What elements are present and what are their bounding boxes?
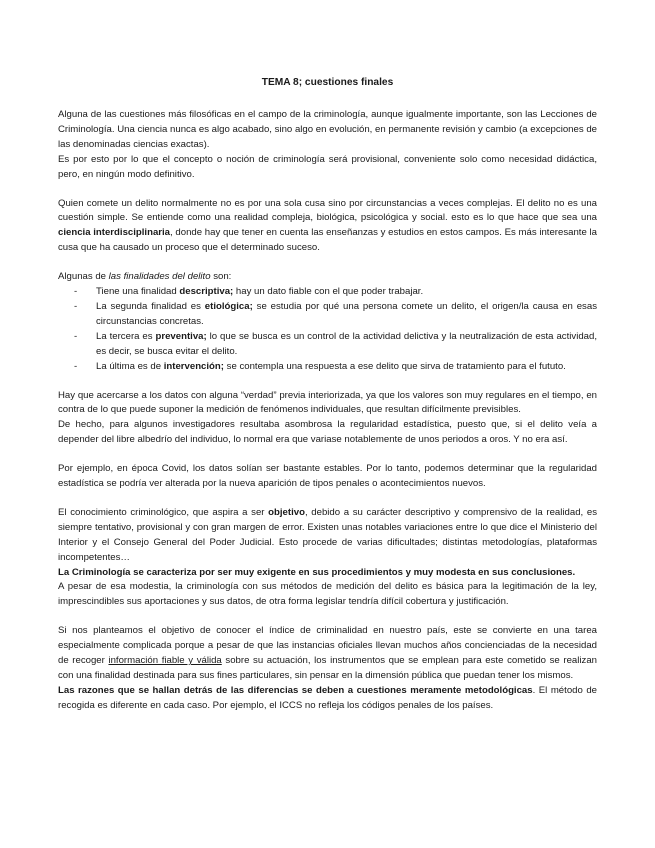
paragraph-criminalidad: Si nos planteamos el objetivo de conocer el índice de criminalidad en nuestro país, este se convierte en una tarea especialmente complicada porque a pesar de que las instancias oficiales llevan muchos años concienciadas de la necesidad de recoger información fiable y válida sobre su actuación, los instrumentos que se emplean para este cometido se realizan con una finalidad destinada para sus fines particulares, sin pensar en la dimensión pública que puedan tener los mismos. xyxy=(58,625,597,681)
list-item: - La segunda finalidad es etiológica; se estudia por qué una persona comete un delito, el origen/la causa en esas circunstancias concretas. xyxy=(74,300,597,327)
bullet-dash: - xyxy=(74,330,78,342)
list-item: - La tercera es preventiva; lo que se busca es un control de la actividad delictiva y la neutralización de esta actividad, es decir, se busca evitar el delito. xyxy=(74,330,597,357)
paragraph-modestia: A pesar de esa modestia, la criminología con sus métodos de medición del delito es básica para la legitimación de la ley, imprescindibles sus aportaciones y sus datos, de otra forma legislar tendría difícil cobertura y justificación. xyxy=(58,581,597,608)
finalidades-list xyxy=(58,285,597,374)
list-item: - La última es de intervención; se contempla una respuesta a ese delito que sirva de tratamiento para el fututo. xyxy=(96,360,597,375)
term-objetivo: objetivo xyxy=(268,506,305,518)
paragraph-regularidad: De hecho, para algunos investigadores resultaba asombrosa la regularidad estadística, puesto que, si el delito veía a depender del libre albedrío del individuo, lo normal era que variase notablemente de unos periodos a oros. Y no era así. xyxy=(58,419,597,446)
bullet-dash: - xyxy=(74,286,78,298)
paragraph-verdad: Hay que acercarse a los datos con alguna “verdad” previa interiorizada, ya que los valores son muy regulares en el tiempo, en contra de lo que puede suponer la medición de fenómenos individuales, que resultan difícilmente previsibles. xyxy=(58,389,597,416)
page-title: TEMA 8; cuestiones finales xyxy=(261,77,394,88)
paragraph-razones: Las razones que se hallan detrás de las diferencias se deben a cuestiones meramente metodológicas. El método de recogida es diferente en cada caso. Por ejemplo, el ICCS no refleja los códigos penales de los países. xyxy=(58,684,597,711)
paragraph-intro: Alguna de las cuestiones más filosóficas en el campo de la criminología, aunque igualmente importante, son las Lecciones de Criminología. Una ciencia nunca es algo acabado, sino algo en evolución, en permanente revisión y cambio (a excepciones de las denominadas ciencias exactas). xyxy=(58,109,597,150)
term-interdisciplinary: ciencia interdisciplinaria xyxy=(58,227,171,239)
paragraph-exigente: La Criminología se caracteriza por ser muy exigente en sus procedimientos y muy modesta en sus conclusiones. xyxy=(58,566,576,578)
term-informacion-fiable: información fiable y válida xyxy=(108,655,222,667)
paragraph-interdisciplinary: Quien comete un delito normalmente no es por una sola cusa sino por circunstancias a veces complejas. El delito no es una cuestión simple. Se entiende como una realidad compleja, biológica, psicológica y social. esto es lo que hace que sea una ciencia interdisciplinaria, donde hay que tener en cuenta las enseñanzas y estudios en estos campos. Es más interesante la cusa que ha causado un proceso que el determinado suceso. xyxy=(58,197,597,254)
paragraph-provisional: Es por esto por lo que el concepto o noción de criminología será provisional, conveniente solo como necesidad didáctica, pero, en ningún modo definitivo. xyxy=(58,153,597,180)
list-item: - Tiene una finalidad descriptiva; hay un dato fiable con el que poder trabajar. xyxy=(96,285,597,300)
bullet-dash: - xyxy=(74,360,78,372)
paragraph-list-intro: Algunas de las finalidades del delito son: xyxy=(58,271,232,283)
paragraph-covid: Por ejemplo, en época Covid, los datos solían ser bastante estables. Por lo tanto, podemos determinar que la regularidad estadística se podría ver alterada por la nueva aparición de tipos penales o acontecimientos nuevos. xyxy=(58,463,597,490)
bullet-dash: - xyxy=(74,300,78,312)
paragraph-conocimiento: El conocimiento criminológico, que aspira a ser objetivo, debido a su carácter descriptivo y comprensivo de la realidad, es siempre tentativo, provisional y con gran margen de error. Existen unas notables variaciones entre lo que dice el Ministerio del Interior y el Consejo General del Poder Judicial. Esto procede de varias dificultades; distintas metodologías, plataformas incompetentes… xyxy=(58,506,597,563)
term-finalidades: las finalidades del delito xyxy=(108,271,211,283)
